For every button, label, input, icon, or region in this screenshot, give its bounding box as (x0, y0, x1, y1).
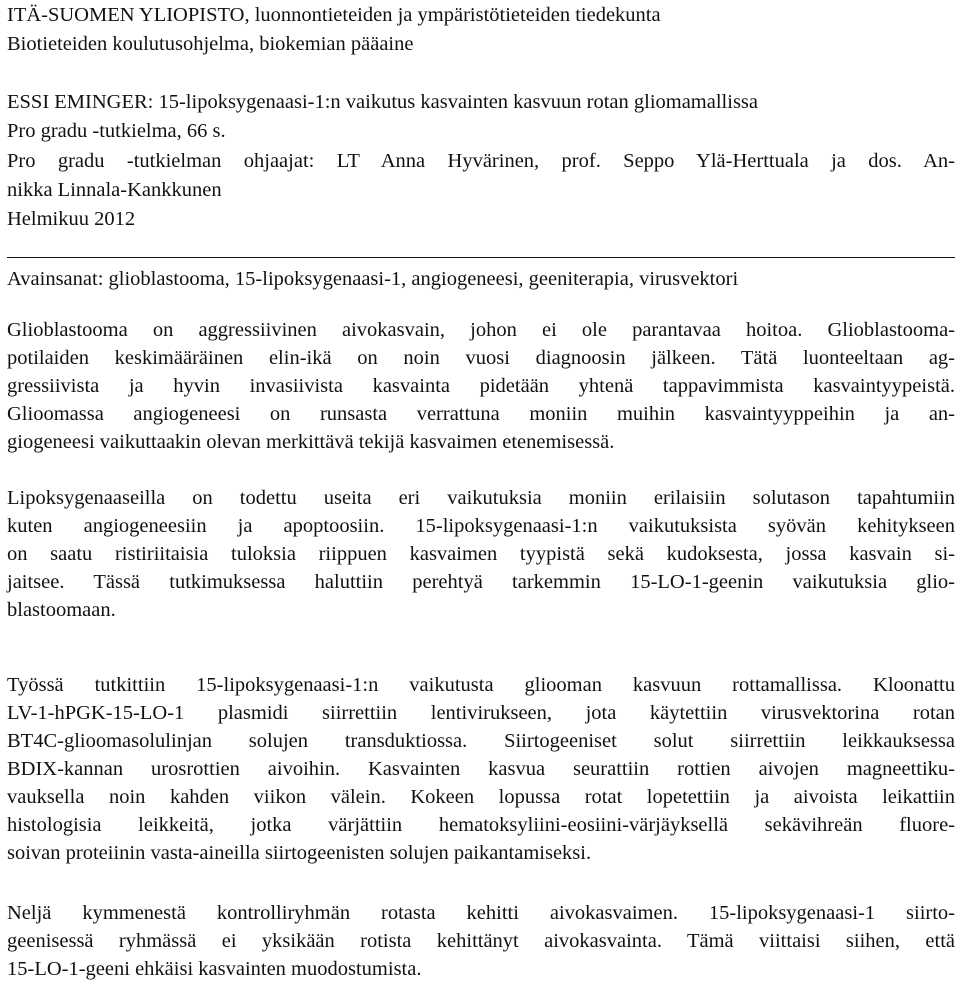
paragraph-line: Glioomassa angiogeneesi on runsasta verrattuna moniin muihin kasvaintyyppeihin ja an- (7, 403, 955, 425)
keywords-line: Avainsanat: glioblastooma, 15-lipoksygenaasi-1, angiogeneesi, geeniterapia, virusvektori (7, 268, 739, 290)
paragraph-line: 15-LO-1-geeni ehkäisi kasvainten muodostumista. (7, 958, 422, 980)
paragraph-line: BT4C-glioomasolulinjan solujen transduktiossa. Siirtogeeniset solut siirrettiin leikkauksessa (7, 730, 955, 752)
paragraph-line: kuten angiogeneesiin ja apoptoosiin. 15-lipoksygenaasi-1:n vaikutuksista syövän kehitykseen (7, 515, 955, 537)
header-line-program: Biotieteiden koulutusohjelma, biokemian pääaine (7, 33, 414, 55)
paragraph-line: soivan proteiinin vasta-aineilla siirtogeenisten solujen paikantamiseksi. (7, 842, 592, 864)
abstract-paragraph-4 (7, 899, 955, 983)
paragraph-line: geenisessä ryhmässä ei yksikään rotista kehittänyt aivokasvainta. Tämä viittaisi siihen, että (7, 930, 955, 952)
paragraph-line: Glioblastooma on aggressiivinen aivokasvain, johon ei ole parantavaa hoitoa. Glioblastooma- (7, 319, 955, 341)
header-line-author-title: ESSI EMINGER: 15-lipoksygenaasi-1:n vaikutus kasvainten kasvuun rotan gliomamallissa (7, 91, 758, 113)
paragraph-line: jaitsee. Tässä tutkimuksessa haluttiin perehtyä tarkemmin 15-LO-1-geenin vaikutuksia glio- (7, 571, 955, 593)
paragraph-line: gressiivista ja hyvin invasiivista kasvainta pidetään yhtenä tappavimmista kasvaintyypeistä. (7, 375, 955, 397)
header-line-university: ITÄ-SUOMEN YLIOPISTO, luonnontieteiden ja ympäristötieteiden tiedekunta (7, 4, 661, 26)
paragraph-line: potilaiden keskimääräinen elin-ikä on noin vuosi diagnoosin jälkeen. Tätä luonteeltaan ag- (7, 347, 955, 369)
paragraph-line: BDIX-kannan urosrottien aivoihin. Kasvainten kasvua seurattiin rottien aivojen magneettiku- (7, 758, 955, 780)
paragraph-line: giogeneesi vaikuttaakin olevan merkittävä tekijä kasvaimen etenemisessä. (7, 431, 615, 453)
header-line-supervisors-cont: nikka Linnala-Kankkunen (7, 179, 222, 201)
header-line-supervisors: Pro gradu -tutkielman ohjaajat: LT Anna Hyvärinen, prof. Seppo Ylä-Herttuala ja dos. An- (7, 150, 955, 172)
paragraph-line: histologisia leikkeitä, jotka värjättiin hematoksyliini-eosiini-värjäyksellä sekävihreän fluore- (7, 814, 955, 836)
section-divider (7, 257, 955, 258)
abstract-paragraph-1 (7, 316, 955, 456)
abstract-paragraph-2 (7, 484, 955, 624)
paragraph-line: Lipoksygenaaseilla on todettu useita eri vaikutuksia moniin erilaisiin solutason tapahtumiin (7, 487, 955, 509)
header-line-date: Helmikuu 2012 (7, 208, 136, 230)
paragraph-line: Työssä tutkittiin 15-lipoksygenaasi-1:n vaikutusta gliooman kasvuun rottamallissa. Kloonattu (7, 674, 955, 696)
paragraph-line: Neljä kymmenestä kontrolliryhmän rotasta kehitti aivokasvaimen. 15-lipoksygenaasi-1 siirto- (7, 902, 955, 924)
paragraph-line: blastoomaan. (7, 599, 116, 621)
paragraph-line: vauksella noin kahden viikon välein. Kokeen lopussa rotat lopetettiin ja aivoista leikattiin (7, 786, 955, 808)
paragraph-line: on saatu ristiriitaisia tuloksia riippuen kasvaimen tyypistä sekä kudoksesta, jossa kasvain si- (7, 543, 955, 565)
abstract-paragraph-3 (7, 671, 955, 867)
paragraph-line: LV-1-hPGK-15-LO-1 plasmidi siirrettiin lentivirukseen, jota käytettiin virusvektorina rotan (7, 702, 955, 724)
header-line-thesis-type: Pro gradu -tutkielma, 66 s. (7, 120, 226, 142)
